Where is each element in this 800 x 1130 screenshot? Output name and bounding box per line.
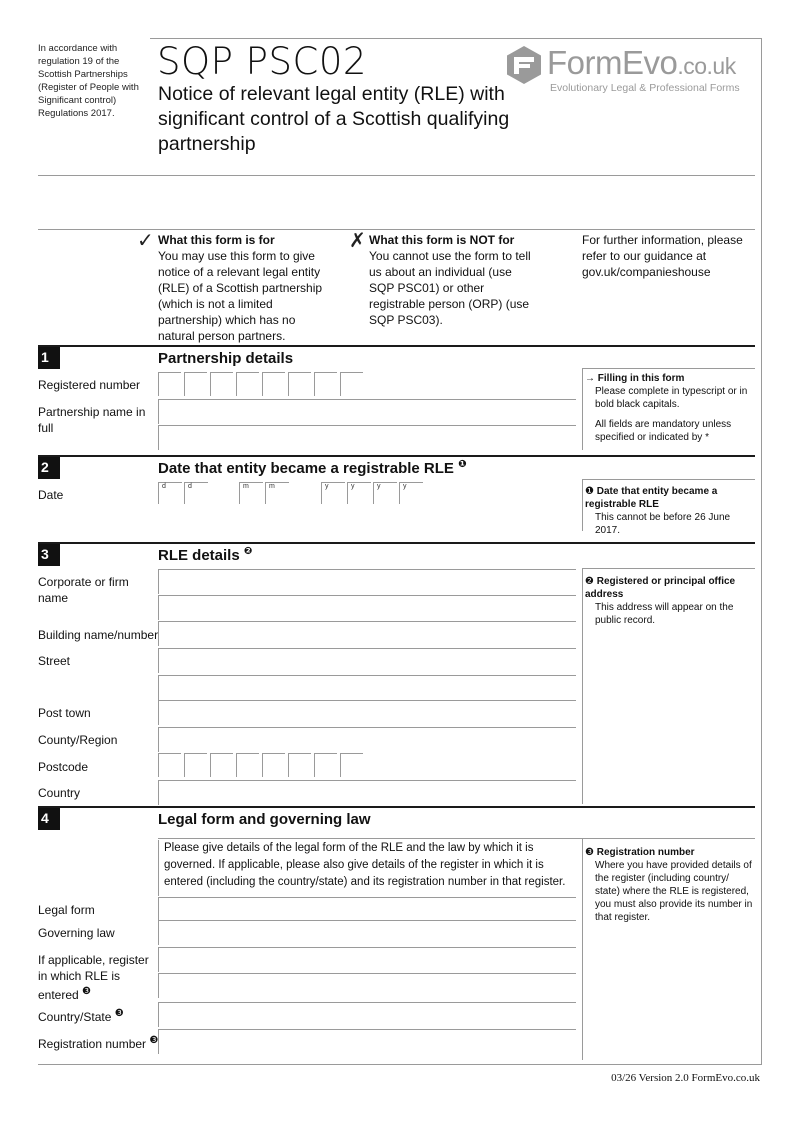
char-box[interactable] [314, 753, 337, 777]
section4-side-divider [582, 838, 583, 1060]
section2-number: 2 [38, 457, 60, 479]
section3-side-divider [582, 568, 583, 804]
street-label: Street [38, 654, 71, 668]
country-state-field[interactable] [158, 1002, 576, 1027]
corporate-name-field-2[interactable] [158, 595, 576, 620]
note-marker-2: ❷ [243, 546, 253, 557]
registration-note-body: Where you have provided details of the register (including country/ state) where the RLE is registered, you must also provide its number in that register. [595, 860, 753, 923]
filling-note-body1: Please complete in typescript or in bold black capitals. [595, 386, 748, 410]
section3-title [158, 546, 252, 564]
county-label: County/Region [38, 733, 118, 747]
section2-title [158, 459, 467, 477]
country-label: Country [38, 786, 81, 800]
section2-subrule [582, 479, 755, 480]
char-box[interactable] [236, 753, 259, 777]
registered-number-input[interactable] [158, 372, 368, 396]
date-month-1[interactable]: m [239, 482, 263, 504]
form-purpose-heading: What this form is for [158, 233, 275, 247]
section4-title: Legal form and governing law [158, 811, 371, 828]
footer [611, 1072, 760, 1084]
char-box[interactable] [184, 372, 207, 396]
section4-rule [38, 806, 755, 808]
registration-note [585, 846, 755, 924]
filling-note-body2: All fields are mandatory unless specified or indicated by * [595, 419, 732, 443]
date-month-2[interactable]: m [265, 482, 289, 504]
address-note-heading: Registered or principal office address [585, 576, 736, 600]
address-note [585, 575, 755, 627]
date-label: Date [38, 488, 64, 502]
char-box[interactable] [236, 372, 259, 396]
section1-side-divider [582, 368, 583, 450]
char-box[interactable] [262, 372, 285, 396]
date-year-1[interactable]: y [321, 482, 345, 504]
char-box[interactable] [158, 753, 181, 777]
postcode-input[interactable] [158, 753, 368, 777]
county-field[interactable] [158, 727, 576, 752]
page-right-border [761, 38, 762, 1065]
date-day-2[interactable]: d [184, 482, 208, 504]
footer-site: FormEvo.co.uk [691, 1072, 760, 1084]
char-box[interactable] [184, 753, 207, 777]
date-note-heading: Date that entity became a registrable RLE [585, 486, 718, 510]
register-label-text: If applicable, register in which RLE is entered [38, 953, 149, 1002]
date-note-body: This cannot be before 26 June 2017. [595, 512, 731, 536]
formevo-logo [503, 42, 758, 98]
building-field[interactable] [158, 621, 576, 646]
section4-subrule [158, 838, 755, 839]
regulation-note: In accordance with regulation 19 of the Scottish Partnerships (Register of People with Significant control) Regulations 2017. [38, 43, 139, 119]
bottom-rule [38, 1064, 761, 1065]
section1-title: Partnership details [158, 350, 294, 367]
form-title: Notice of relevant legal entity (RLE) with significant control of a Scottish qualifying partnership [158, 83, 510, 155]
postcode-label: Postcode [38, 760, 89, 774]
logo-text [547, 44, 736, 82]
note-marker-3: ❸ [82, 986, 92, 997]
note-marker-icon: ❸ [585, 847, 594, 858]
filling-note [585, 372, 753, 444]
note-marker-1: ❶ [458, 459, 467, 470]
section3-number: 3 [38, 544, 60, 566]
header-bottom-rule [38, 175, 755, 176]
register-field-2[interactable] [158, 973, 576, 998]
corporate-name-label: Corporate or firm name [38, 575, 129, 605]
partnership-name-field-1[interactable] [158, 399, 576, 424]
cross-icon: ✗ [349, 230, 366, 252]
legal-form-label: Legal form [38, 903, 95, 917]
char-box[interactable] [210, 753, 233, 777]
arrow-icon: → [585, 373, 598, 384]
date-year-2[interactable]: y [347, 482, 371, 504]
form-not-for-text: You cannot use the form to tell us about an individual (use SQP PSC01) or other registrable person (ORP) (use SQP PSC03). [369, 249, 531, 327]
partnership-name-label: Partnership name in full [38, 405, 146, 435]
char-box[interactable] [210, 372, 233, 396]
register-field-1[interactable] [158, 947, 576, 972]
form-code: SQP PSC02 [157, 40, 367, 83]
date-year-4[interactable]: y [399, 482, 423, 504]
logo-suffix: .co.uk [677, 53, 736, 79]
address-note-body: This address will appear on the public record. [595, 602, 734, 626]
char-box[interactable] [288, 372, 311, 396]
country-field[interactable] [158, 780, 576, 805]
section3-title-text: RLE details [158, 547, 240, 564]
note-marker-3: ❸ [149, 1035, 159, 1046]
register-label [38, 952, 153, 1003]
section3-subrule [582, 568, 755, 569]
note-marker-icon: ❷ [585, 576, 594, 587]
section2-title-text: Date that entity became a registrable RLE [158, 460, 454, 477]
section1-rule [38, 345, 755, 347]
form-not-for-heading: What this form is NOT for [369, 233, 515, 247]
partnership-name-field-2[interactable] [158, 425, 576, 450]
registration-number-label-text: Registration number [38, 1037, 147, 1051]
section4-intro: Please give details of the legal form of the RLE and the law by which it is governed. If applicable, please also give details of the register in which it is entered (including the country/state) and its registration number in that register. [158, 840, 580, 896]
char-box[interactable] [340, 372, 363, 396]
form-not-for [369, 232, 539, 328]
char-box[interactable] [340, 753, 363, 777]
check-icon: ✓ [137, 230, 154, 252]
date-day-1[interactable]: d [158, 482, 182, 504]
note-marker-icon: ❶ [585, 486, 594, 497]
section2-side-divider [582, 479, 583, 531]
date-note [585, 485, 755, 537]
footer-version: 03/26 Version 2.0 [611, 1072, 689, 1084]
corporate-name-field-1[interactable] [158, 569, 576, 594]
building-label: Building name/number [38, 628, 159, 642]
logo-main: FormEvo [547, 44, 678, 81]
governing-law-label: Governing law [38, 926, 115, 940]
char-box[interactable] [288, 753, 311, 777]
street-field-1[interactable] [158, 648, 576, 673]
form-purpose [158, 232, 328, 344]
registration-number-label [38, 1033, 158, 1052]
governing-law-field[interactable] [158, 920, 576, 945]
date-year-3[interactable]: y [373, 482, 397, 504]
char-box[interactable] [314, 372, 337, 396]
logo-tagline: Evolutionary Legal & Professional Forms [550, 82, 740, 94]
section4-number: 4 [38, 808, 60, 830]
country-state-label [38, 1006, 124, 1025]
hexagon-logo-icon [503, 44, 545, 86]
section1-subrule [582, 368, 755, 369]
post-town-label: Post town [38, 706, 91, 720]
filling-note-heading: Filling in this form [597, 373, 685, 384]
section2-rule [38, 455, 755, 457]
country-state-label-text: Country/State [38, 1010, 112, 1024]
char-box[interactable] [158, 372, 181, 396]
section1-number: 1 [38, 347, 60, 369]
legal-form-field[interactable] [158, 897, 576, 922]
further-info: For further information, please refer to our guidance at gov.uk/companieshouse [582, 233, 743, 279]
top-rule [150, 38, 761, 39]
note-marker-3: ❸ [114, 1008, 124, 1019]
registration-number-field[interactable] [158, 1029, 576, 1054]
street-field-2[interactable] [158, 675, 576, 700]
char-box[interactable] [262, 753, 285, 777]
registered-number-label: Registered number [38, 378, 141, 392]
section3-rule [38, 542, 755, 544]
post-town-field[interactable] [158, 700, 576, 725]
registration-note-heading: Registration number [596, 847, 695, 858]
form-purpose-text: You may use this form to give notice of a relevant legal entity (RLE) of a Scottish partnership (which is not a limited partnership) which has no natural person partners. [158, 249, 323, 343]
